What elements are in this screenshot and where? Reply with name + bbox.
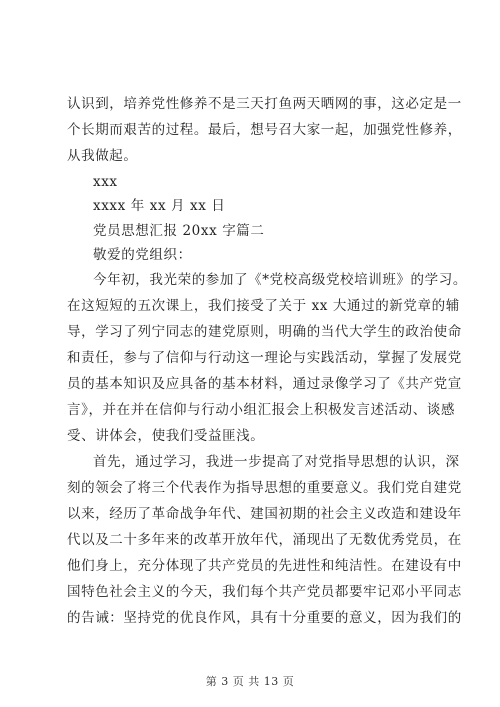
text-line: 首先，通过学习，我进一步提高了对党指导思想的认识，深 [93,454,460,470]
text-line: 员的基本知识及应具备的基本材料，通过录像学习了《共产党宣 [67,376,462,392]
text-line: 他们身上，充分体现了共产党员的先进性和纯洁性。在建设有中 [67,558,462,574]
text-line: 受、讲体会，使我们受益匪浅。 [67,428,265,444]
text-line: 以来，经历了革命战争年代、建国初期的社会主义改造和建设年 [67,506,462,522]
section-title: 党员思想汇报 20xx 字篇二 [93,223,265,239]
text-line: 今年初，我光荣的参加了《*党校高级党校培训班》的学习。 [93,272,467,288]
text-line: 个长期而艰苦的过程。最后，想号召大家一起，加强党性修养， [67,122,462,138]
text-line: 认识到，培养党性修养不是三天打鱼两天晒网的事，这必定是一 [67,96,462,112]
text-line: 国特色社会主义的今天，我们每个共产党员都要牢记邓小平同志 [67,584,462,600]
text-line: 代以及二十多年来的改革开放年代，涌现出了无数优秀党员，在 [67,532,462,548]
text-line: 言》，并在并在信仰与行动小组汇报会上积极发言述活动、谈感 [67,402,456,418]
text-line: 在这短短的五次课上，我们接受了关于 xx 大通过的新党章的辅 [67,298,460,314]
signature-name: xxx [93,174,118,190]
signature-date: xxxx 年 xx 月 xx 日 [93,198,226,214]
text-line: 的告诫：坚持党的优良作风，具有十分重要的意义，因为我们的 [67,610,462,626]
page-number: 第 3 页 共 13 页 [205,675,295,688]
salutation: 敬爱的党组织： [93,247,192,263]
text-line: 从我做起。 [67,148,138,164]
text-line: 和责任，参与了信仰与行动这一理论与实践活动，掌握了发展党 [67,350,462,366]
text-line: 导，学习了列宁同志的建党原则，明确的当代大学生的政治使命 [67,324,462,340]
text-line: 刻的领会了将三个代表作为指导思想的重要意义。我们党自建党 [67,480,462,496]
